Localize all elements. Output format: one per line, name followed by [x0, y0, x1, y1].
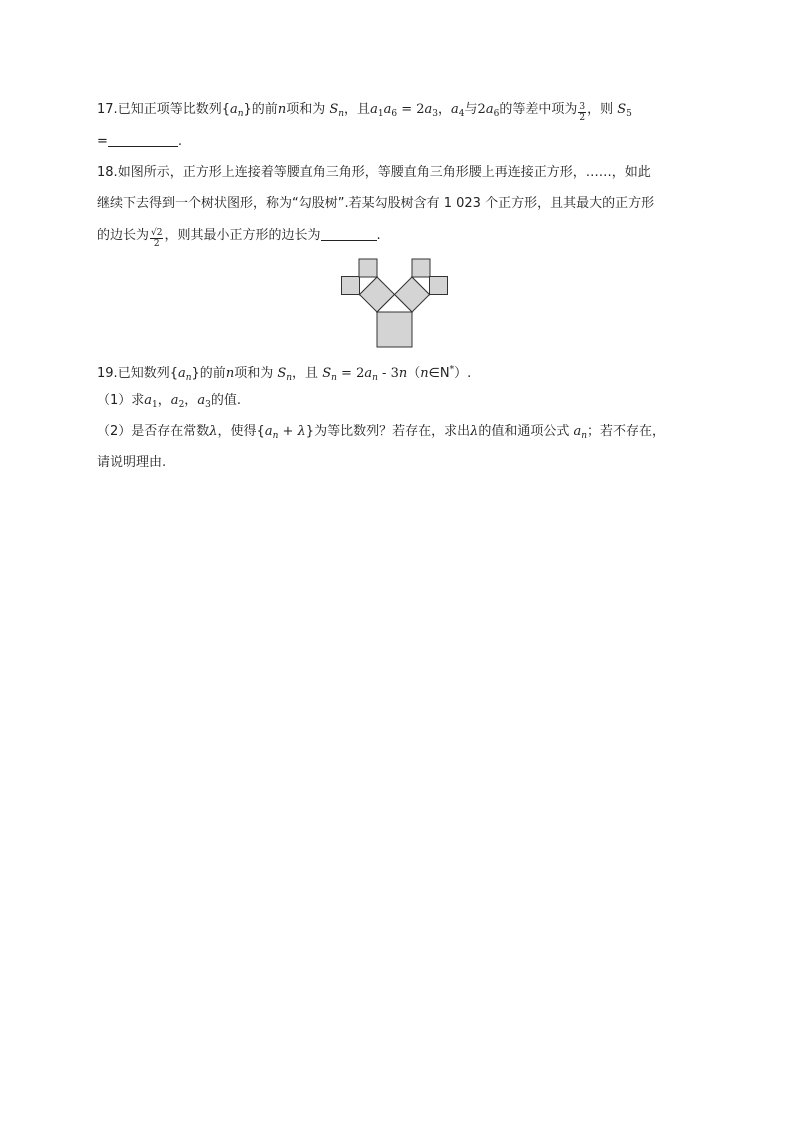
question-19-part-2-line-1: （2）是否存在常数λ，使得$\{a_n + \lambda\}$为等比数列？若存在，求出λ的值和通项公式 $a_n$；若不存在， [97, 424, 666, 441]
question-18-line-3: 的边长为 $\frac{√2}{2}$ ，则其最小正方形的边长为 . [97, 228, 381, 249]
tree-square-level-3-b [359, 259, 377, 277]
question-18-line-2: 继续下去得到一个树状图形，称为“勾股树”.若某勾股树含有 1 023 个正方形，且其最大的正方形 [97, 196, 655, 211]
answer-blank-18[interactable] [321, 228, 377, 241]
question-17-line-1: 17.已知正项等比数列$\{a_n\}$的前n项和为 $S_n$，且$a_1a_6 = 2a_3$，$a_4$与$2a_6$的等差中项为 $\frac{3}{2}$ ，则 $S_5$ [97, 102, 632, 123]
question-17-line-2: = . [97, 134, 183, 149]
tree-square-level-3-a [342, 277, 360, 295]
question-19-part-2-line-2: 请说明理由. [97, 455, 167, 470]
fraction-three-halves: $\frac{3}{2}$ [579, 102, 586, 123]
question-19-part-1: （1）求$a_1$，$a_2$，$a_3$的值. [97, 393, 241, 410]
answer-blank-17[interactable] [108, 134, 178, 147]
fraction-sqrt2-over-2: $\frac{√2}{2}$ [151, 228, 163, 249]
question-19-line-1: 19.已知数列$\{a_n\}$的前n项和为 $S_n$，且 $S_n = 2a_n$ - 3n（n∈N*）. [97, 365, 472, 383]
question-18-line-1: 18.如图所示，正方形上连接着等腰直角三角形，等腰直角三角形腰上再连接正方形，……，如此 [97, 165, 651, 180]
pythagoras-tree-figure [340, 258, 452, 348]
tree-square-level-1 [377, 312, 412, 347]
tree-square-level-3-d [430, 277, 448, 295]
tree-square-level-3-c [412, 259, 430, 277]
